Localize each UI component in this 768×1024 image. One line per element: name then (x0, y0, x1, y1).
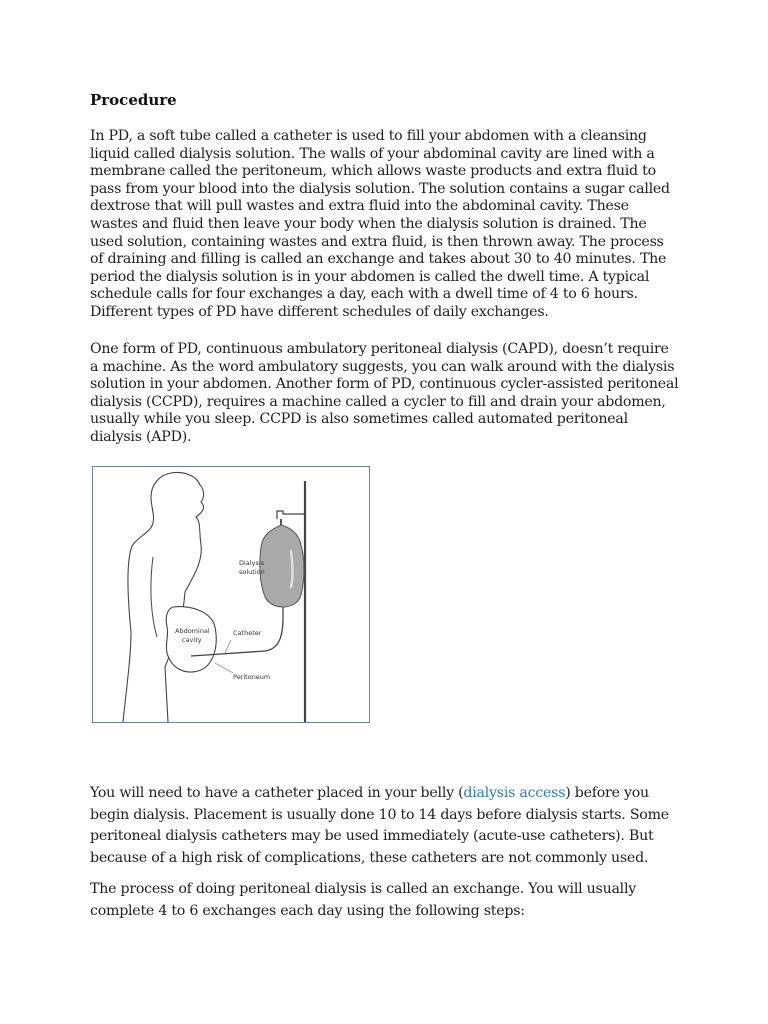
catheter-leader (225, 640, 231, 653)
label-dialysis-line1: Dialysis (239, 559, 265, 567)
label-abdominal-line2: cavity (182, 636, 202, 644)
dialysis-access-link[interactable]: dialysis access (463, 785, 566, 801)
paragraph-catheter-placement (90, 783, 680, 869)
peritoneum-leader (215, 663, 233, 673)
bag-hook (277, 511, 305, 519)
paragraph-pd-overview: In PD, a soft tube called a catheter is used to fill your abdomen with a cleansing liquid called dialysis solution. The walls of your abdominal cavity are lined with a membrane called the peritoneum, which allows waste products and extra fluid to pass from your blood into the dialysis solution. The solution contains a sugar called dextrose that will pull wastes and extra fluid into the abdominal cavity. These wastes and fluid then leave your body when the dialysis solution is drained. The used solution, containing wastes and extra fluid, is then thrown away. The process of draining and filling is called an exchange and takes about 30 to 40 minutes. The period the dialysis solution is in your abdomen is called the dwell time. A typical schedule calls for four exchanges a day, each with a dwell time of 4 to 6 hours. Different types of PD have different schedules of daily exchanges. (90, 128, 670, 320)
paragraph-text: You will need to have a catheter placed in your belly ( (90, 785, 464, 801)
paragraph-text: ) before you begin dialysis. Placement is usually done 10 to 14 days before dialysis starts. Some peritoneal dialysis catheters may be used immediately (acute-use catheters). But because of a high risk of complications, these catheters are not commonly used. (90, 785, 669, 866)
arm-outline (151, 557, 157, 637)
paragraph-pd-forms: One form of PD, continuous ambulatory peritoneal dialysis (CAPD), doesn’t require a machine. As the word ambulatory suggests, you can walk around with the dialysis solution in your abdomen. Another form of PD, continuous cycler-assisted peritoneal dialysis (CCPD), requires a machine called a cycler to fill and drain your abdomen, usually while you sleep. CCPD is also sometimes called automated peritoneal dialysis (APD). (90, 341, 679, 445)
illustration-svg (93, 467, 369, 722)
label-peritoneum: Peritoneum (233, 673, 271, 681)
dialysis-bag (260, 525, 304, 607)
body-outline (123, 473, 204, 723)
label-catheter: Catheter (233, 629, 262, 637)
paragraph-exchange-steps: The process of doing peritoneal dialysis is called an exchange. You will usually complete 4 to 6 exchanges each day using the following steps: (90, 881, 637, 919)
bag-highlight (291, 551, 293, 587)
label-abdominal-line1: Abdominal (175, 627, 210, 635)
section-heading: Procedure (90, 91, 177, 109)
label-dialysis-line2: solution (239, 568, 265, 576)
peritoneal-dialysis-illustration (92, 466, 370, 723)
